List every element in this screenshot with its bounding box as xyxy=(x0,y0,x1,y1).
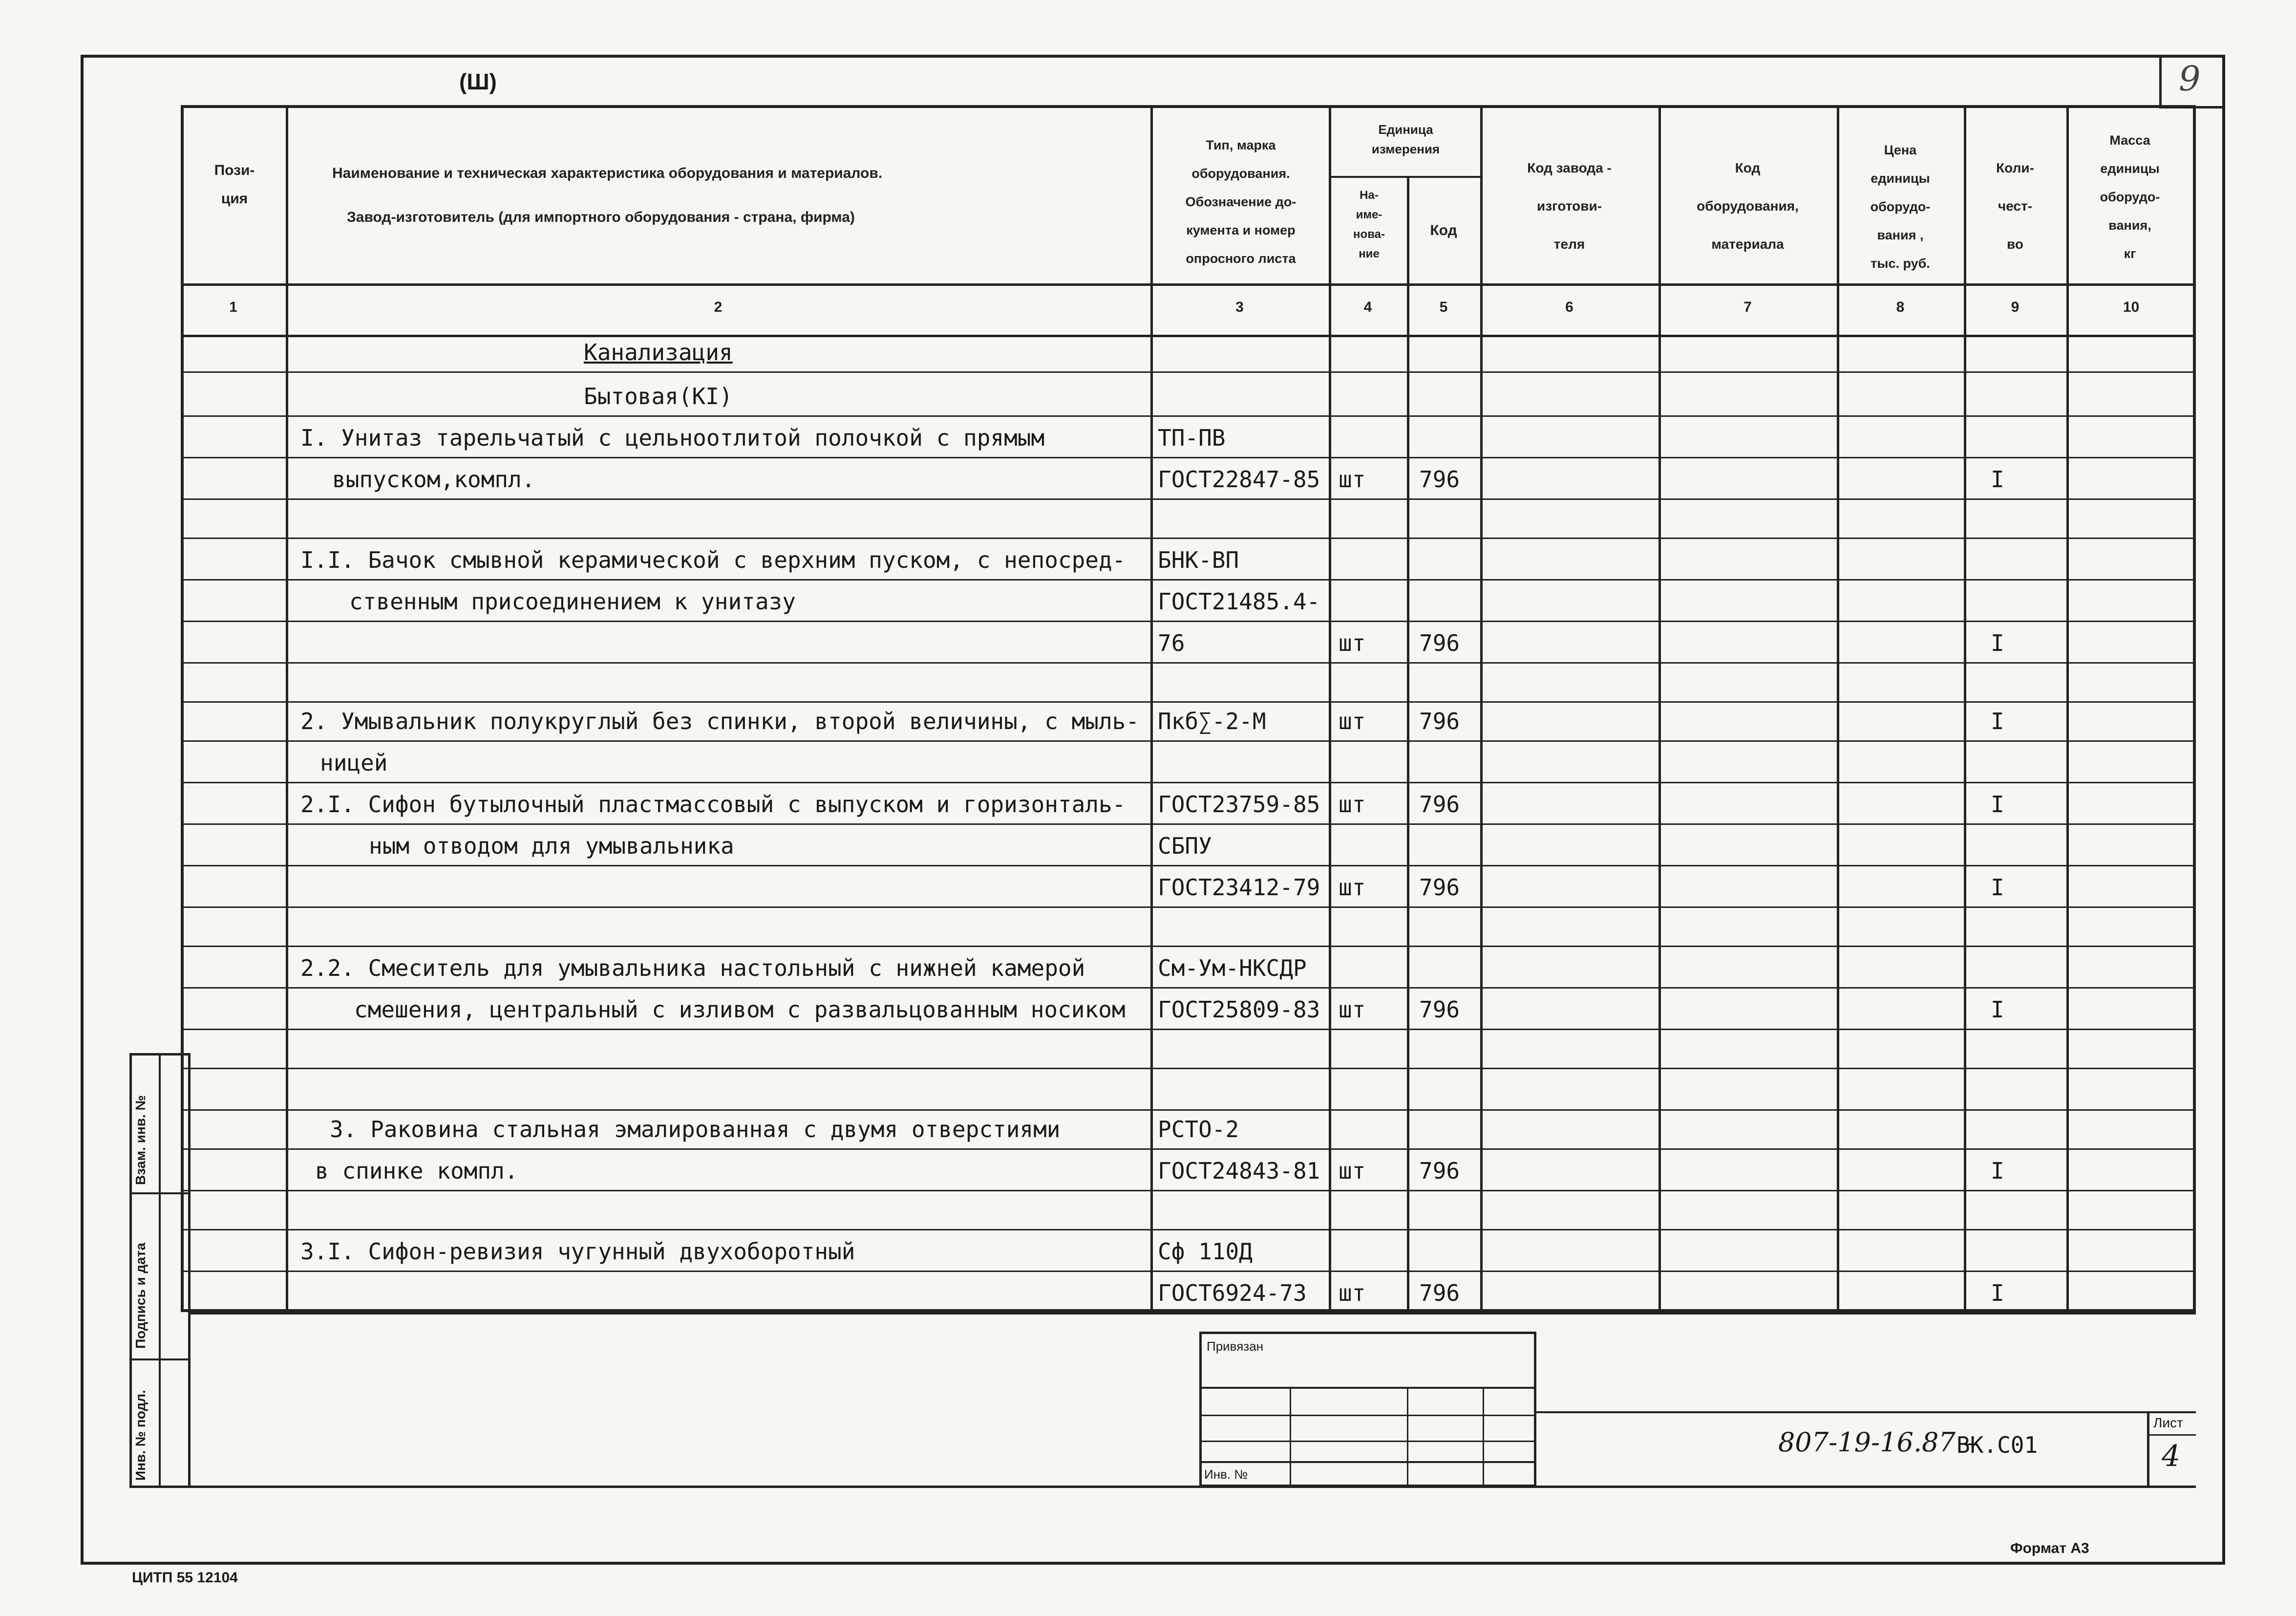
item-unit: шт xyxy=(1339,1158,1366,1184)
row-rule xyxy=(181,1148,2196,1150)
column-number: 7 xyxy=(1743,299,1752,315)
item-quantity: I xyxy=(1991,874,2004,901)
column-number: 5 xyxy=(1439,299,1448,315)
row-rule xyxy=(181,1190,2196,1191)
item-quantity: I xyxy=(1991,996,2004,1023)
item-description: в спинке компл. xyxy=(315,1158,518,1184)
item-type-document: ГОСТ23412-79 xyxy=(1158,874,1320,901)
sheet-box-rule xyxy=(2147,1434,2196,1436)
item-description: Канализация xyxy=(584,339,733,366)
item-description: ницей xyxy=(320,750,388,776)
side-stamp-divider-1 xyxy=(129,1192,191,1194)
row-rule xyxy=(181,1271,2196,1272)
sheet-label: Лист xyxy=(2153,1415,2183,1430)
column-number: 1 xyxy=(229,299,237,315)
attached-box xyxy=(1199,1332,1536,1487)
row-rule xyxy=(181,740,2196,742)
row-rule xyxy=(181,865,2196,866)
column-line xyxy=(1329,105,1331,1312)
item-description: I. Унитаз тарельчатый с цельноотлитой полочкой с прямым xyxy=(300,425,1045,451)
item-type-document: ГОСТ21485.4- xyxy=(1158,588,1320,615)
attached-vrule-1 xyxy=(1290,1387,1291,1487)
item-type-document: Пкб∑-2-М xyxy=(1158,708,1266,734)
item-unit: шт xyxy=(1339,630,1366,656)
item-unit-code: 796 xyxy=(1419,791,1460,818)
inv-label: Инв. № xyxy=(1204,1467,1248,1482)
column-line xyxy=(1407,176,1409,1312)
code-block-rule xyxy=(1536,1411,2196,1413)
column-line xyxy=(286,105,288,1312)
header-type: Тип, марка оборудования. Обозначение до- кумента и номер опросного листа xyxy=(1185,138,1297,266)
item-unit: шт xyxy=(1339,791,1366,818)
header-unit-name: На- име- нова- ние xyxy=(1353,189,1385,260)
sheet-number: 4 xyxy=(2162,1439,2181,1473)
item-unit-code: 796 xyxy=(1419,996,1460,1023)
item-unit-code: 796 xyxy=(1419,874,1460,901)
column-number: 8 xyxy=(1896,299,1905,315)
title-block-bottom-rule xyxy=(129,1486,2196,1488)
item-description: выпуском,компл. xyxy=(332,466,535,493)
page-corner-number: 9 xyxy=(2179,59,2201,99)
column-number-rule xyxy=(181,335,2196,337)
attached-vrule-2 xyxy=(1407,1387,1408,1487)
item-type-document: См-Ум-НКСДР xyxy=(1158,955,1307,981)
item-type-document: ГОСТ24843-81 xyxy=(1158,1158,1320,1184)
item-type-document: ГОСТ22847-85 xyxy=(1158,466,1320,493)
item-unit: шт xyxy=(1339,996,1366,1023)
item-description: 3.I. Сифон-ревизия чугунный двухоборотный xyxy=(300,1238,855,1265)
column-line xyxy=(1837,105,1839,1312)
item-unit-code: 796 xyxy=(1419,1158,1460,1184)
item-type-document: 76 xyxy=(1158,630,1185,656)
row-rule xyxy=(181,987,2196,989)
column-line xyxy=(1480,105,1483,1312)
item-type-document: СБПУ xyxy=(1158,833,1212,859)
row-rule xyxy=(181,823,2196,825)
item-type-document: РСТО-2 xyxy=(1158,1116,1239,1142)
row-rule xyxy=(181,498,2196,500)
header-rule xyxy=(181,283,2196,286)
item-description: 2.I. Сифон бутылочный пластмассовый с выпуском и горизонталь- xyxy=(300,791,1126,818)
item-quantity: I xyxy=(1991,708,2004,734)
item-description: 2.2. Смеситель для умывальника настольный с нижней камерой xyxy=(300,955,1085,981)
side-label-signature-date: Подпись и дата xyxy=(133,1243,148,1349)
item-type-document: ГОСТ25809-83 xyxy=(1158,996,1320,1023)
header-price: Цена единицы оборудо- вания , тыс. руб. xyxy=(1870,143,1931,271)
unit-group-rule xyxy=(1329,176,1480,178)
item-description: смешения, центральный с изливом с развальцованным носиком xyxy=(354,996,1126,1023)
document-cipher: 807-19-16.87 – xyxy=(1778,1427,1977,1458)
item-description: 3. Раковина стальная эмалированная с двумя отверстиями xyxy=(330,1116,1061,1142)
column-number: 4 xyxy=(1363,299,1372,315)
item-type-document: БНК-ВП xyxy=(1158,547,1239,573)
header-name: Наименование и техническая характеристика оборудования и материалов. Завод-изготовитель (для импортного оборудования - страна, фирма) xyxy=(332,165,883,225)
item-quantity: I xyxy=(1991,1158,2004,1184)
header-plant-code: Код завода - изготови- теля xyxy=(1527,160,1612,252)
item-description: ным отводом для умывальника xyxy=(369,833,734,859)
header-quantity: Коли- чест- во xyxy=(1996,160,2034,252)
item-description: Бытовая(КI) xyxy=(584,383,733,409)
attached-rule-1 xyxy=(1199,1387,1536,1389)
attached-vrule-3 xyxy=(1483,1387,1484,1487)
row-rule xyxy=(181,371,2196,373)
attached-rule-2 xyxy=(1199,1415,1536,1416)
side-stamp-divider-2 xyxy=(129,1358,191,1360)
item-unit-code: 796 xyxy=(1419,1280,1460,1306)
column-line xyxy=(1964,105,1966,1312)
attached-label: Привязан xyxy=(1207,1339,1264,1354)
row-rule xyxy=(181,1109,2196,1111)
item-type-document: ГОСТ23759-85 xyxy=(1158,791,1320,818)
format-label: Формат А3 xyxy=(2010,1540,2089,1556)
item-type-document: ГОСТ6924-73 xyxy=(1158,1280,1307,1306)
sheet-mark: (Ш) xyxy=(459,69,497,94)
item-description: I.I. Бачок смывной керамической с верхним пуском, с непосред- xyxy=(300,547,1126,573)
row-rule xyxy=(181,701,2196,703)
side-label-original-inv: Инв. № подл. xyxy=(133,1390,148,1481)
row-rule xyxy=(181,579,2196,581)
header-position: Пози- ция xyxy=(214,162,255,207)
item-quantity: I xyxy=(1991,466,2004,493)
row-rule xyxy=(181,457,2196,458)
item-unit: шт xyxy=(1339,1280,1366,1306)
item-quantity: I xyxy=(1991,791,2004,818)
document-code: ВК.С01 xyxy=(1956,1432,2038,1458)
row-rule xyxy=(181,1229,2196,1230)
item-unit-code: 796 xyxy=(1419,630,1460,656)
row-rule xyxy=(181,621,2196,622)
header-equipment-code: Код оборудования, материала xyxy=(1697,160,1799,252)
item-unit: шт xyxy=(1339,874,1366,901)
item-unit-code: 796 xyxy=(1419,466,1460,493)
row-rule xyxy=(181,1029,2196,1030)
item-quantity: I xyxy=(1991,630,2004,656)
item-quantity: I xyxy=(1991,1280,2004,1306)
column-line xyxy=(1658,105,1661,1312)
row-rule xyxy=(181,662,2196,664)
header-mass: Масса единицы оборудо- вания, кг xyxy=(2100,133,2160,261)
column-line xyxy=(2066,105,2069,1312)
column-number: 3 xyxy=(1235,299,1244,315)
title-block-top-rule xyxy=(191,1312,2196,1314)
item-unit: шт xyxy=(1339,708,1366,734)
column-number: 6 xyxy=(1565,299,1573,315)
printer-mark: ЦИТП 55 12104 xyxy=(132,1570,238,1586)
side-label-replace-inv: Взам. инв. № xyxy=(133,1095,148,1185)
row-rule xyxy=(181,415,2196,417)
row-rule xyxy=(181,538,2196,539)
column-number: 10 xyxy=(2123,299,2140,315)
attached-rule-3 xyxy=(1199,1441,1536,1442)
item-description: 2. Умывальник полукруглый без спинки, второй величины, с мыль- xyxy=(300,708,1140,734)
column-number: 2 xyxy=(714,299,723,315)
item-type-document: Сф 110Д xyxy=(1158,1238,1253,1265)
item-type-document: ТП-ПВ xyxy=(1158,425,1226,451)
item-unit: шт xyxy=(1339,466,1366,493)
row-rule xyxy=(181,1068,2196,1069)
row-rule xyxy=(181,946,2196,947)
header-unit-code: Код xyxy=(1430,222,1457,238)
attached-rule-4 xyxy=(1199,1461,1536,1463)
row-rule xyxy=(181,906,2196,908)
column-number: 9 xyxy=(2011,299,2020,315)
column-line xyxy=(1150,105,1153,1312)
row-rule xyxy=(181,782,2196,783)
item-unit-code: 796 xyxy=(1419,708,1460,734)
header-unit-group: Единица измерения xyxy=(1371,122,1440,156)
item-description: ственным присоединением к унитазу xyxy=(349,588,796,615)
